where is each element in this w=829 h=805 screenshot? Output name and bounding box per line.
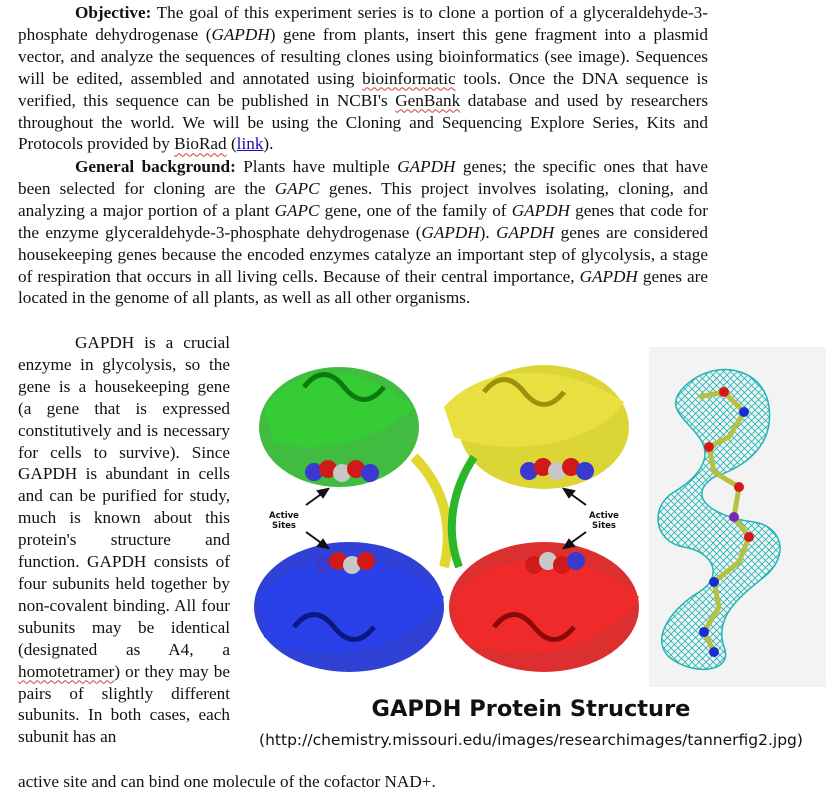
spellcheck-word: bioinformatic [362, 68, 456, 88]
spellcheck-word: homotetramer [18, 661, 115, 681]
electron-density-panel [658, 370, 780, 670]
active-sites-label-right-line2: Sites [592, 521, 616, 531]
protein-illustration [244, 347, 826, 687]
figure-caption-url: (http://chemistry.missouri.edu/images/researchimages/tannerfig2.jpg) [259, 731, 803, 749]
active-sites-label-right-line1: Active [589, 511, 619, 521]
figure-caption-title: GAPDH Protein Structure [371, 696, 691, 722]
biorad-link[interactable]: link [236, 134, 264, 154]
objective-paragraph: Objective: The goal of this experiment series is to clone a portion of a glyceraldehyde-3-phosphate dehydrogenase (GAPDH) gene from plants, insert this gene fragment into a plasmid vector, and analyze the sequences of resulting clones using bioinformatics (see image). Sequences will be edited, assembled and annotated using bioinformatic tools. Once the DNA sequence is verified, this sequence can be published in NCBI's GenBank database and used by researchers throughout the world. We will be using the Cloning and Sequencing Explore Series, Kits and Protocols provided by BioRad (link). [18, 3, 709, 154]
spellcheck-word: GenBank [395, 90, 461, 110]
active-sites-label-left-line1: Active [269, 511, 299, 521]
gapdh-structure-figure [244, 347, 826, 687]
spellcheck-word: BioRad [174, 134, 227, 154]
active-sites-label-left-line2: Sites [272, 521, 296, 531]
background-paragraph: General background: Plants have multiple GAPDH genes; the specific ones that have been selected for cloning are the GAPC genes. This project involves isolating, cloning, and analyzing a major portion of a plant GAPC gene, one of the family of GAPDH genes that code for the enzyme glyceraldehyde-3-phosphate dehydrogenase (GAPDH). GAPDH genes are considered housekeeping genes because the encoded enzymes catalyze an important step of glycolysis, a stage of respiration that occurs in all living cells. Because of their central importance, GAPDH genes are located in the genome of all plants, as well as all other organisms. [18, 157, 708, 308]
gapdh-paragraph-end: active site and can bind one molecule of the cofactor NAD+. [18, 772, 436, 791]
objective-lead: Objective: [75, 3, 152, 22]
gapdh-paragraph: GAPDH is a crucial enzyme in glycolysis, so the gene is a housekeeping gene (a gene that is expressed constitutively and is necessary for cells to survive). Since GAPDH is abundant in cells and can be purified for study, much is known about this protein's structure and function. GAPDH consists of four subunits held together by non-covalent binding. All four subunits may be identical (designated as A4, a homotetramer) or they may be pairs of slightly different subunits. In both cases, each subunit has an [18, 333, 230, 747]
background-lead: General background: [75, 157, 236, 176]
